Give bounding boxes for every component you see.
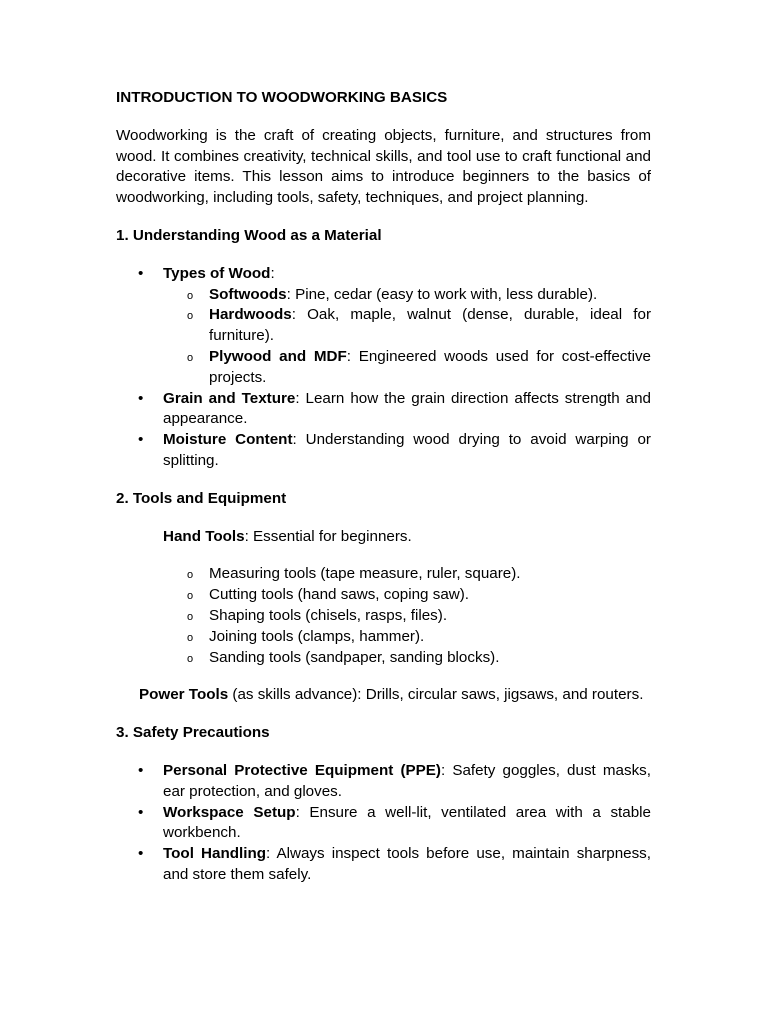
item-label: Workspace Setup	[163, 803, 296, 821]
circle-bullet-icon: o	[187, 631, 194, 644]
list-item	[163, 564, 651, 585]
item-text: : Ensure a well-lit, ventilated area with a stable workbench.	[163, 803, 651, 842]
bullet-icon: •	[138, 761, 144, 779]
item-text: Sanding tools (sandpaper, sanding blocks).	[209, 648, 500, 666]
item-text: : Pine, cedar (easy to work with, less durable).	[286, 285, 598, 303]
item-label: Tool Handling	[163, 845, 267, 863]
wood-types-sublist	[163, 285, 651, 389]
list-item	[163, 648, 651, 669]
item-text: : Safety goggles, dust masks, ear protection, and gloves.	[163, 761, 651, 800]
item-label: Hardwoods	[209, 306, 292, 324]
item-text: : Engineered woods used for cost-effective projects.	[209, 347, 651, 386]
bullet-icon: •	[138, 845, 144, 863]
sublist-item-plywood	[163, 347, 651, 389]
document-page	[116, 88, 651, 903]
list-item-grain	[116, 389, 651, 431]
item-text: : Learn how the grain direction affects strength and appearance.	[163, 389, 651, 428]
item-text: : Always inspect tools before use, maintain sharpness, and store them safely.	[163, 845, 651, 883]
hand-tools-paragraph	[116, 527, 651, 548]
hand-tools-label: Hand Tools	[163, 527, 245, 545]
list-item-ppe	[116, 761, 651, 803]
bullet-icon: •	[138, 264, 144, 282]
list-item-types-of-wood	[116, 264, 651, 389]
circle-bullet-icon: o	[187, 569, 194, 582]
item-label: Grain and Texture	[163, 389, 296, 407]
item-label: Moisture Content	[163, 431, 293, 449]
list-item	[163, 627, 651, 648]
section-3-list	[116, 761, 651, 886]
list-item-workspace	[116, 803, 651, 845]
section-1-list	[116, 264, 651, 472]
circle-bullet-icon: o	[187, 351, 194, 364]
item-label: Softwoods	[209, 285, 287, 303]
power-tools-text: (as skills advance): Drills, circular saws, jigsaws, and routers.	[228, 686, 644, 704]
item-text: Measuring tools (tape measure, ruler, square).	[209, 565, 521, 583]
list-item	[163, 585, 651, 606]
document-title: INTRODUCTION TO WOODWORKING BASICS	[116, 89, 448, 106]
section-1-heading: 1. Understanding Wood as a Material	[116, 226, 382, 244]
section-2-heading: 2. Tools and Equipment	[116, 489, 287, 507]
item-text: : Understanding wood drying to avoid warping or splitting.	[163, 431, 651, 469]
item-label: Plywood and MDF	[209, 347, 347, 365]
section-3-heading: 3. Safety Precautions	[116, 724, 270, 742]
power-tools-paragraph	[116, 685, 651, 706]
item-text: :	[270, 264, 275, 282]
hand-tools-list	[116, 564, 651, 668]
item-text: : Oak, maple, walnut (dense, durable, ideal for furniture).	[209, 306, 651, 345]
list-item-moisture	[116, 430, 651, 472]
bullet-icon: •	[138, 803, 144, 821]
bullet-icon: •	[138, 389, 144, 407]
circle-bullet-icon: o	[187, 590, 194, 603]
item-label: Personal Protective Equipment (PPE)	[163, 761, 441, 779]
circle-bullet-icon: o	[187, 610, 194, 623]
circle-bullet-icon: o	[187, 310, 194, 323]
hand-tools-text: : Essential for beginners.	[244, 527, 412, 545]
list-item	[163, 606, 651, 627]
intro-paragraph: Woodworking is the craft of creating objects, furniture, and structures from wood. It combines creativity, technical skills, and tool use to craft functional and decorative items. This lesson aims to introduce beginners to the basics of woodworking, including tools, safety, techniques, and project planning.	[116, 126, 651, 207]
circle-bullet-icon: o	[187, 289, 194, 302]
item-text: Shaping tools (chisels, rasps, files).	[209, 606, 448, 624]
circle-bullet-icon: o	[187, 652, 194, 665]
list-item-tool-handling	[116, 844, 651, 886]
item-text: Joining tools (clamps, hammer).	[209, 627, 425, 645]
power-tools-label: Power Tools	[139, 686, 229, 704]
sublist-item-hardwoods	[163, 305, 651, 347]
sublist-item-softwoods	[163, 285, 651, 306]
bullet-icon: •	[138, 431, 144, 449]
item-text: Cutting tools (hand saws, coping saw).	[209, 586, 470, 604]
item-label: Types of Wood	[163, 264, 271, 282]
